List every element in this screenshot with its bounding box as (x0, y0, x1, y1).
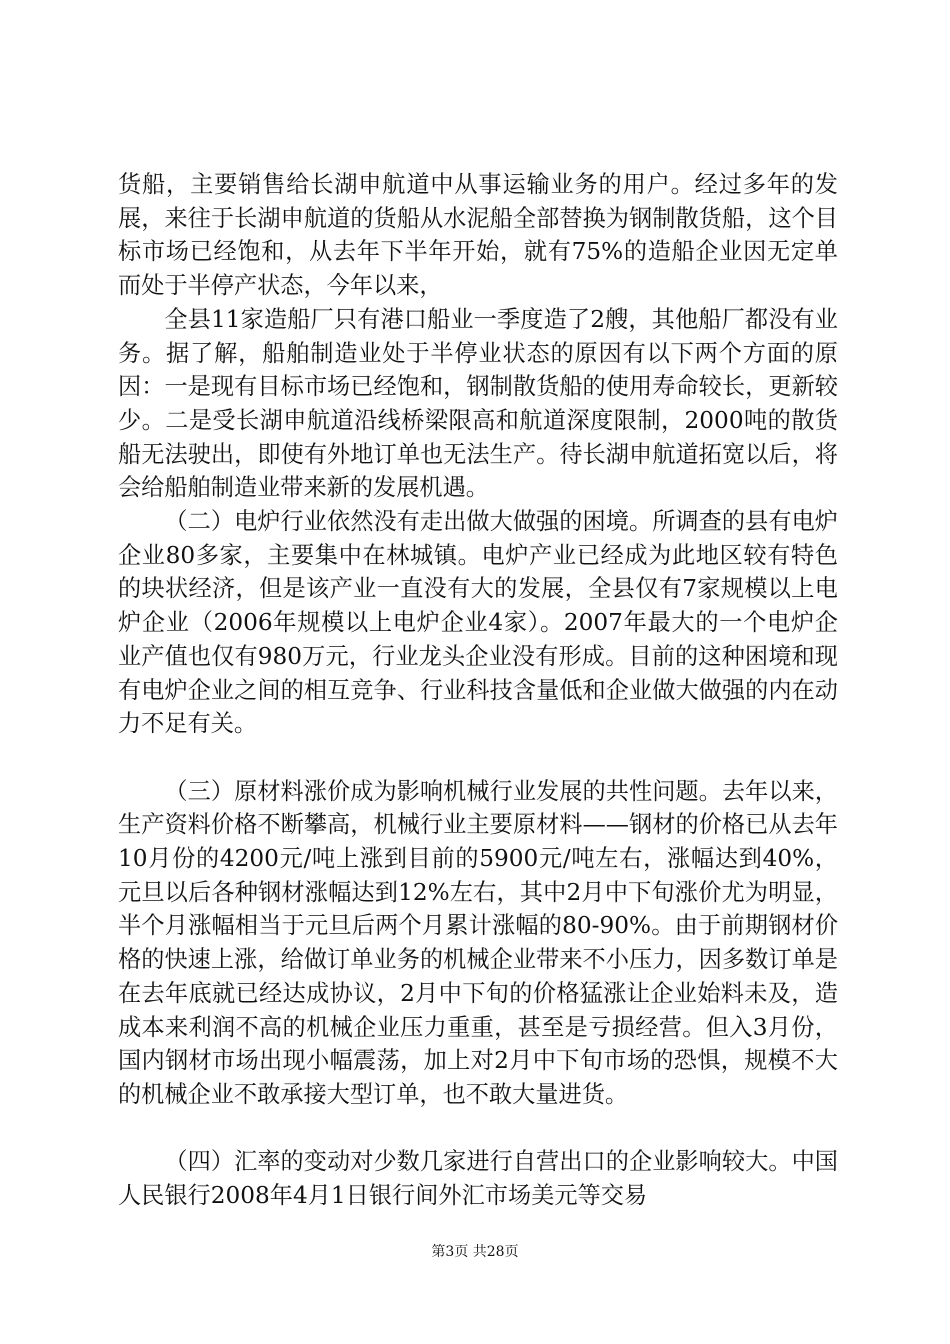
document-body (118, 168, 838, 1213)
paragraph-continuation: 货船，主要销售给长湖申航道中从事运输业务的用户。经过多年的发展，来往于长湖申航道的货船从水泥船全部替换为钢制散货船，这个目标市场已经饱和，从去年下半年开始，就有75%的造船企业因无定单而处于半停产状态，今年以来， (118, 171, 838, 300)
paragraph-gap (118, 741, 838, 775)
paragraph-shipbuilding: 全县11家造船厂只有港口船业一季度造了2艘，其他船厂都没有业务。据了解，船舶制造业处于半停业状态的原因有以下两个方面的原因：一是现有目标市场已经饱和，钢制散货船的使用寿命较长，更新较少。二是受长湖申航道沿线桥梁限高和航道深度限制，2000吨的散货船无法驶出，即使有外地订单也无法生产。待长湖申航道拓宽以后，将会给船舶制造业带来新的发展机遇。 (118, 305, 838, 502)
paragraph-electric-furnace: （二）电炉行业依然没有走出做大做强的困境。所调查的县有电炉企业80多家，主要集中在林城镇。电炉产业已经成为此地区较有特色的块状经济，但是该产业一直没有大的发展，全县仅有7家规模以上电炉企业（2006年规模以上电炉企业4家）。2007年最大的一个电炉企业产值也仅有980万元，行业龙头企业没有形成。目前的这种困境和现有电炉企业之间的相互竞争、行业科技含量低和企业做大做强的内在动力不足有关。 (118, 508, 838, 738)
paragraph-exchange-rate: （四）汇率的变动对少数几家进行自营出口的企业影响较大。中国人民银行2008年4月1日银行间外汇市场美元等交易 (118, 1148, 838, 1210)
paragraph-gap (118, 1112, 838, 1146)
page-footer (0, 1242, 950, 1262)
paragraph-raw-materials: （三）原材料涨价成为影响机械行业发展的共性问题。去年以来，生产资料价格不断攀高，机械行业主要原材料——钢材的价格已从去年10月份的4200元/吨上涨到目前的5900元/吨左右，涨幅达到40%，元旦以后各种钢材涨幅达到12%左右，其中2月中下旬涨价尤为明显，半个月涨幅相当于元旦后两个月累计涨幅的80-90%。由于前期钢材价格的快速上涨，给做订单业务的机械企业带来不小压力，因多数订单是在去年底就已经达成协议，2月中下旬的价格猛涨让企业始料未及，造成本来利润不高的机械企业压力重重，甚至是亏损经营。但入3月份，国内钢材市场出现小幅震荡，加上对2月中下旬市场的恐惧，规模不大的机械企业不敢承接大型订单，也不敢大量进货。 (118, 777, 838, 1108)
page-number: 第3页 共28页 (431, 1244, 519, 1260)
